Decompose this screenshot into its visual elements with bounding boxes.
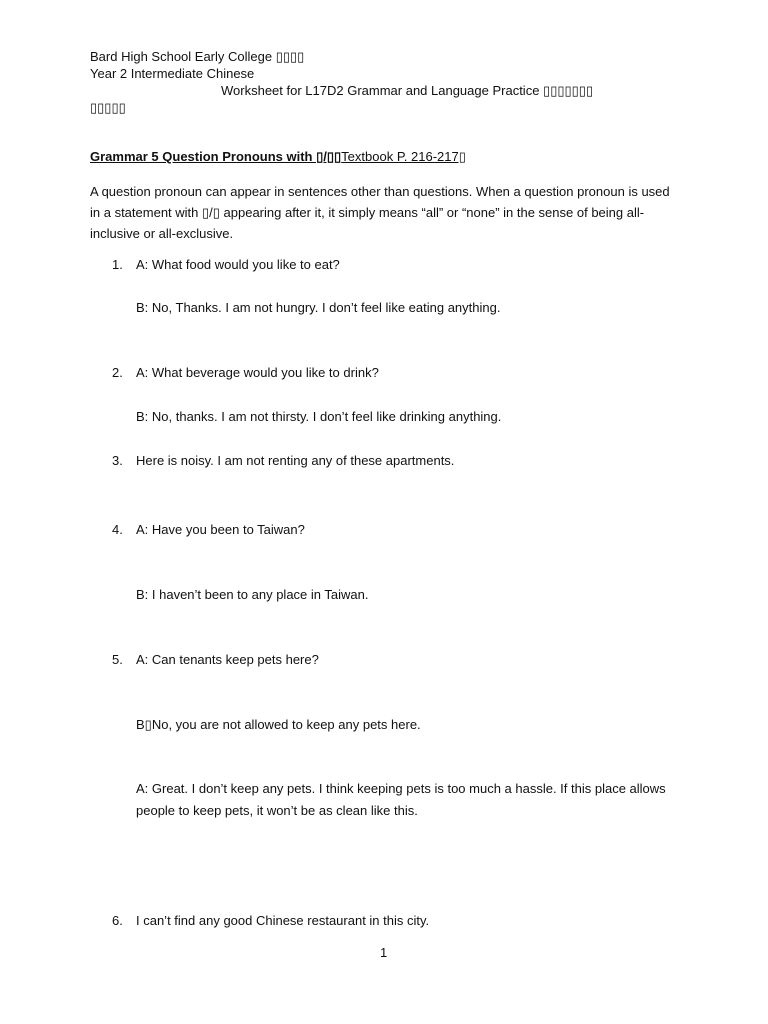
item-line-a: A: What beverage would you like to drink? [136, 365, 379, 380]
item-line-c: A: Great. I don’t keep any pets. I think keeping pets is too much a hassle. If this place allows people to keep pets, it won’t be as clean like this. [136, 781, 666, 818]
intro-paragraph: A question pronoun can appear in sentences other than questions. When a question pronoun is used in a statement with ▯/▯ appearing after it, it simply means “all” or “none” in the sense of being all-inclusive or all-exclusive. [90, 184, 670, 241]
item-line-a: A: What food would you like to eat? [136, 257, 340, 272]
item-number: 6. [112, 913, 123, 928]
item-number: 3. [112, 453, 123, 468]
item-number: 1. [112, 257, 123, 272]
school-name: Bard High School Early College ▯▯▯▯ [90, 49, 305, 64]
item-number: 4. [112, 522, 123, 537]
item-line-a: Here is noisy. I am not renting any of these apartments. [136, 453, 455, 468]
section-heading [90, 148, 466, 165]
item-line-b: B: No, Thanks. I am not hungry. I don’t feel like eating anything. [136, 300, 501, 315]
item-line-b: B: No, thanks. I am not thirsty. I don’t feel like drinking anything. [136, 409, 502, 424]
item-line-a: A: Can tenants keep pets here? [136, 652, 319, 667]
course-name: Year 2 Intermediate Chinese [90, 66, 255, 81]
item-line-a: A: Have you been to Taiwan? [136, 522, 305, 537]
item-line-a: I can’t find any good Chinese restaurant in this city. [136, 913, 430, 928]
section-heading-title: Grammar 5 Question Pronouns with ▯/▯▯ [90, 149, 342, 164]
item-line-b: B▯No, you are not allowed to keep any pets here. [136, 717, 421, 732]
worksheet-title: Worksheet for L17D2 Grammar and Language Practice ▯▯▯▯▯▯▯ [221, 83, 594, 98]
item-number: 2. [112, 365, 123, 380]
page-number: 1 [380, 945, 388, 960]
worksheet-title-continued: ▯▯▯▯▯ [90, 100, 126, 115]
item-number: 5. [112, 652, 123, 667]
section-heading-reference: Textbook P. 216-217▯ [341, 149, 466, 164]
item-line-b: B: I haven’t been to any place in Taiwan. [136, 587, 369, 602]
